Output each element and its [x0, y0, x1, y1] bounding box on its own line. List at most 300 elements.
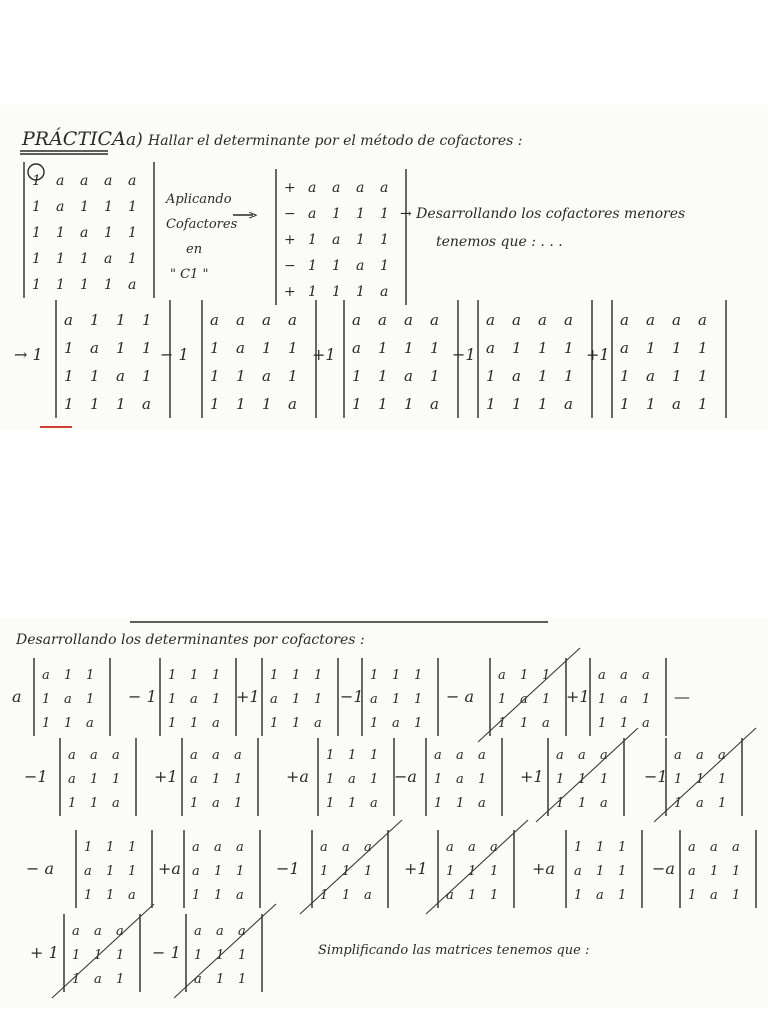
minor-matrix-cell: 1 — [168, 692, 177, 707]
minor-matrix-cell: 1 — [498, 716, 507, 731]
expansion-matrix-cell: a — [378, 311, 387, 329]
minor-matrix-cell: 1 — [128, 840, 137, 855]
expansion-matrix-cell: 1 — [210, 395, 220, 413]
practica-title: PRÁCTICA — [22, 128, 126, 150]
minor-matrix-cell: a — [192, 864, 200, 879]
minor-matrix-cell: a — [194, 924, 202, 939]
matrix-a-cell: 1 — [32, 277, 41, 293]
expansion-matrix-cell: 1 — [142, 339, 152, 357]
matrix-a-cell: 1 — [128, 225, 137, 241]
simplificando-text: Simplificando las matrices tenemos que : — [318, 943, 590, 958]
part-label: a) — [126, 130, 143, 150]
minor-matrix-cell: a — [446, 840, 454, 855]
minor-matrix-cell: a — [446, 888, 454, 903]
expansion-matrix-cell: 1 — [64, 367, 74, 385]
minor-matrix-cell: 1 — [688, 888, 697, 903]
minor-matrix-cell: 1 — [112, 772, 121, 787]
minor-matrix-cell: 1 — [574, 840, 583, 855]
cofactor-coef: −a — [394, 767, 417, 786]
minor-matrix-cell: 1 — [468, 864, 477, 879]
matrix-a-cell: 1 — [80, 251, 89, 267]
minor-matrix-cell: a — [688, 864, 696, 879]
minor-matrix-cell: a — [90, 748, 98, 763]
minor-matrix-cell: 1 — [578, 772, 587, 787]
minor-matrix-cell: 1 — [370, 668, 379, 683]
continuation-dash: — — [674, 687, 690, 706]
minor-matrix-strike — [300, 820, 402, 914]
signed-matrix-cell: + — [284, 284, 296, 300]
matrix-a-cell: 1 — [32, 225, 41, 241]
expansion-matrix-cell: a — [142, 395, 151, 413]
minor-matrix-cell: 1 — [696, 772, 705, 787]
minor-matrix-cell: 1 — [578, 796, 587, 811]
signed-matrix-cell: 1 — [356, 206, 365, 222]
expansion-matrix-cell: a — [646, 311, 655, 329]
minor-matrix-cell: 1 — [94, 948, 103, 963]
cofactor-coef: − a — [446, 687, 475, 706]
minor-matrix-cell: 1 — [216, 972, 225, 987]
matrix-a-cell: a — [56, 199, 65, 215]
handwritten-top-svg — [0, 105, 768, 430]
minor-matrix-cell: 1 — [168, 716, 177, 731]
expansion-matrix-cell: a — [538, 311, 547, 329]
minor-matrix-strike — [654, 728, 756, 822]
cofactor-coef: + 1 — [30, 943, 59, 962]
minor-matrix-cell: 1 — [190, 796, 199, 811]
signed-matrix-cell: 1 — [332, 206, 341, 222]
minor-matrix-cell: a — [342, 840, 350, 855]
expansion-matrix-cell: a — [430, 311, 439, 329]
expansion-matrix-cell: 1 — [64, 395, 74, 413]
minor-matrix-cell: a — [710, 840, 718, 855]
minor-matrix-cell: 1 — [292, 692, 301, 707]
expansion-matrix-cell: a — [352, 339, 361, 357]
cofactor-coef: +1 — [520, 767, 544, 786]
expansion-matrix-cell: a — [698, 311, 707, 329]
minor-matrix-cell: 1 — [42, 716, 51, 731]
minor-matrix-cell: 1 — [596, 840, 605, 855]
expansion-matrix-cell: a — [486, 339, 495, 357]
minor-matrix-cell: a — [314, 716, 322, 731]
handwritten-bottom-svg — [0, 618, 768, 1008]
minor-matrix-cell: 1 — [320, 864, 329, 879]
signed-matrix-cell: + — [284, 180, 296, 196]
expansion-matrix-cell: 1 — [116, 395, 126, 413]
expansion-matrix-cell: a — [236, 311, 245, 329]
minor-matrix-cell: 1 — [732, 888, 741, 903]
expansion-matrix-cell: a — [672, 311, 681, 329]
expansion-matrix-cell: 1 — [236, 395, 246, 413]
expansion-matrix-cell: 1 — [538, 339, 548, 357]
minor-matrix-cell: 1 — [542, 692, 551, 707]
minor-matrix-cell: 1 — [556, 772, 565, 787]
minor-matrix-cell: 1 — [370, 748, 379, 763]
minor-matrix-cell: 1 — [574, 888, 583, 903]
matrix-a-cell: 1 — [104, 199, 113, 215]
aplicando-text: " C1 " — [170, 267, 209, 282]
expansion-matrix-cell: a — [210, 311, 219, 329]
minor-matrix-cell: a — [456, 772, 464, 787]
minor-matrix-cell: 1 — [314, 692, 323, 707]
expansion-matrix-cell: 1 — [116, 339, 126, 357]
minor-matrix-cell: 1 — [490, 864, 499, 879]
expansion-matrix-cell: 1 — [64, 339, 74, 357]
matrix-a-cell: a — [128, 173, 137, 189]
matrix-a-cell: 1 — [56, 277, 65, 293]
signed-matrix-cell: 1 — [308, 284, 317, 300]
minor-matrix-cell: a — [434, 748, 442, 763]
minor-matrix-cell: a — [718, 748, 726, 763]
expansion-matrix-cell: a — [352, 311, 361, 329]
minor-matrix-cell: 1 — [292, 668, 301, 683]
cofactor-coef: a — [12, 687, 22, 706]
minor-matrix-cell: 1 — [192, 888, 201, 903]
expansion-matrix-cell: a — [288, 311, 297, 329]
expansion-matrix-cell: 1 — [486, 367, 496, 385]
expansion-coef: − 1 — [160, 345, 189, 364]
minor-matrix-cell: 1 — [270, 668, 279, 683]
cofactor-coef: −a — [652, 859, 675, 878]
aplicando-text: en — [186, 242, 203, 257]
minor-matrix-cell: a — [364, 888, 372, 903]
minor-matrix-cell: a — [620, 668, 628, 683]
expansion-matrix-cell: a — [486, 311, 495, 329]
minor-matrix-cell: 1 — [434, 772, 443, 787]
minor-matrix-cell: a — [94, 924, 102, 939]
minor-matrix-cell: a — [596, 888, 604, 903]
minor-matrix-cell: 1 — [320, 888, 329, 903]
minor-matrix-cell: 1 — [490, 888, 499, 903]
expansion-matrix-cell: 1 — [288, 339, 298, 357]
cofactor-coef: − a — [26, 859, 55, 878]
expansion-matrix-cell: 1 — [564, 367, 574, 385]
minor-matrix-cell: a — [598, 668, 606, 683]
expansion-matrix-cell: 1 — [698, 339, 708, 357]
minor-matrix-cell: a — [456, 748, 464, 763]
signed-matrix-cell: 1 — [308, 258, 317, 274]
expansion-matrix-cell: 1 — [378, 395, 388, 413]
signed-matrix-cell: 1 — [308, 232, 317, 248]
minor-matrix-cell: 1 — [128, 864, 137, 879]
signed-matrix-cell: 1 — [380, 206, 389, 222]
expansion-matrix-cell: 1 — [564, 339, 574, 357]
cofactor-coef: +a — [532, 859, 555, 878]
expansion-matrix-cell: 1 — [352, 367, 362, 385]
minor-matrix-cell: 1 — [456, 796, 465, 811]
minor-matrix-cell: a — [478, 748, 486, 763]
expansion-matrix-cell: 1 — [620, 367, 630, 385]
signed-matrix-cell: 1 — [332, 284, 341, 300]
minor-matrix-cell: a — [642, 716, 650, 731]
minor-matrix-cell: a — [578, 748, 586, 763]
minor-matrix-cell: 1 — [214, 864, 223, 879]
cofactor-coef: − 1 — [128, 687, 157, 706]
cofactor-coef: −1 — [24, 767, 48, 786]
minor-matrix-cell: a — [542, 716, 550, 731]
worksheet-bottom — [0, 618, 768, 1008]
expansion-matrix-cell: 1 — [262, 395, 272, 413]
expansion-matrix-cell: a — [404, 311, 413, 329]
minor-matrix-cell: 1 — [520, 716, 529, 731]
matrix-a-cell: 1 — [104, 277, 113, 293]
minor-matrix-cell: 1 — [212, 772, 221, 787]
minor-matrix-cell: 1 — [478, 772, 487, 787]
minor-matrix-cell: a — [642, 668, 650, 683]
minor-matrix-cell: a — [214, 840, 222, 855]
minor-matrix-cell: a — [392, 716, 400, 731]
minor-matrix-cell: a — [86, 716, 94, 731]
expansion-matrix-cell: a — [288, 395, 297, 413]
signed-matrix-cell: a — [308, 206, 317, 222]
minor-matrix-cell: 1 — [292, 716, 301, 731]
expansion-matrix-cell: a — [262, 367, 271, 385]
minor-matrix-cell: 1 — [392, 692, 401, 707]
minor-matrix-cell: a — [620, 692, 628, 707]
matrix-a-cell: a — [80, 173, 89, 189]
expansion-matrix-cell: 1 — [512, 395, 522, 413]
minor-matrix-cell: 1 — [414, 668, 423, 683]
minor-matrix-cell: a — [520, 692, 528, 707]
minor-matrix-cell: 1 — [326, 748, 335, 763]
minor-matrix-cell: 1 — [642, 692, 651, 707]
matrix-a-cell: 1 — [56, 251, 65, 267]
minor-matrix-cell: 1 — [542, 668, 551, 683]
minor-matrix-cell: 1 — [212, 692, 221, 707]
minor-matrix-cell: 1 — [348, 796, 357, 811]
minor-matrix-cell: 1 — [42, 692, 51, 707]
minor-matrix-strike — [52, 904, 154, 998]
signed-matrix-cell: a — [356, 258, 365, 274]
expansion-matrix-cell: a — [672, 395, 681, 413]
expansion-matrix-cell: a — [646, 367, 655, 385]
expansion-matrix-cell: 1 — [210, 339, 220, 357]
minor-matrix-cell: a — [84, 864, 92, 879]
cofactor-coef: +a — [286, 767, 309, 786]
minor-matrix-cell: a — [72, 924, 80, 939]
matrix-a-cell: 1 — [128, 251, 137, 267]
expansion-matrix-cell: 1 — [486, 395, 496, 413]
cofactor-coef: −1 — [276, 859, 300, 878]
minor-matrix-cell: 1 — [214, 888, 223, 903]
expansion-matrix-cell: 1 — [698, 395, 708, 413]
minor-matrix-cell: 1 — [238, 972, 247, 987]
minor-matrix-cell: a — [64, 692, 72, 707]
minor-matrix-cell: 1 — [326, 772, 335, 787]
minor-matrix-cell: 1 — [598, 692, 607, 707]
minor-matrix-cell: a — [112, 748, 120, 763]
expansion-matrix-cell: 1 — [142, 311, 152, 329]
expansion-matrix-cell: 1 — [672, 339, 682, 357]
minor-matrix-cell: a — [234, 748, 242, 763]
minor-matrix-cell: 1 — [342, 864, 351, 879]
expansion-matrix-cell: a — [404, 367, 413, 385]
minor-matrix-cell: a — [212, 716, 220, 731]
minor-matrix-cell: 1 — [72, 972, 81, 987]
minor-matrix-cell: 1 — [270, 716, 279, 731]
minor-matrix-cell: 1 — [732, 864, 741, 879]
matrix-a-cell: 1 — [32, 251, 41, 267]
expansion-coef: −1 — [452, 345, 476, 364]
minor-matrix-cell: a — [68, 772, 76, 787]
minor-matrix-cell: a — [236, 840, 244, 855]
expansion-matrix-cell: 1 — [378, 367, 388, 385]
minor-matrix-cell: a — [116, 924, 124, 939]
minor-matrix-strike — [426, 820, 528, 914]
minor-matrix-cell: 1 — [674, 772, 683, 787]
minor-matrix-cell: a — [732, 840, 740, 855]
signed-matrix-cell: 1 — [380, 232, 389, 248]
matrix-a-cell: a — [80, 225, 89, 241]
minor-matrix-cell: a — [270, 692, 278, 707]
minor-matrix-cell: a — [194, 972, 202, 987]
signed-matrix-cell: + — [284, 232, 296, 248]
signed-matrix-cell: a — [356, 180, 365, 196]
signed-matrix-cell: − — [284, 206, 296, 222]
minor-matrix-cell: a — [192, 840, 200, 855]
minor-matrix-cell: a — [94, 972, 102, 987]
cofactor-coef: +1 — [236, 687, 260, 706]
expansion-matrix-cell: 1 — [646, 395, 656, 413]
minor-matrix-cell: a — [600, 796, 608, 811]
expansion-matrix-cell: 1 — [288, 367, 298, 385]
matrix-a-cell: a — [104, 251, 113, 267]
minor-matrix-cell: a — [696, 748, 704, 763]
minor-matrix-cell: a — [478, 796, 486, 811]
minor-matrix-cell: 1 — [326, 796, 335, 811]
minor-matrix-cell: 1 — [718, 772, 727, 787]
matrix-a-cell: 1 — [32, 199, 41, 215]
minor-matrix-cell: 1 — [168, 668, 177, 683]
minor-matrix-cell: a — [556, 748, 564, 763]
expansion-matrix-cell: 1 — [142, 367, 152, 385]
minor-matrix-cell: 1 — [556, 796, 565, 811]
minor-matrix-cell: 1 — [598, 716, 607, 731]
expansion-matrix-cell: a — [90, 339, 99, 357]
signed-matrix-cell: 1 — [356, 284, 365, 300]
minor-matrix-cell: 1 — [106, 864, 115, 879]
minor-matrix-cell: 1 — [86, 692, 95, 707]
minor-matrix-cell: a — [688, 840, 696, 855]
matrix-a-cell: 1 — [128, 199, 137, 215]
minor-matrix-cell: a — [696, 796, 704, 811]
expansion-matrix-cell: a — [236, 339, 245, 357]
minor-matrix-cell: 1 — [216, 948, 225, 963]
matrix-a-cell: 1 — [80, 199, 89, 215]
minor-matrix-cell: 1 — [710, 864, 719, 879]
minor-matrix-cell: 1 — [106, 840, 115, 855]
minor-matrix-cell: 1 — [190, 668, 199, 683]
signed-matrix-cell: 1 — [380, 258, 389, 274]
cofactor-coef: +1 — [154, 767, 178, 786]
expansion-matrix-cell: a — [620, 339, 629, 357]
expansion-matrix-cell: 1 — [404, 395, 414, 413]
expansion-matrix-cell: 1 — [620, 395, 630, 413]
minor-matrix-cell: 1 — [72, 948, 81, 963]
minor-matrix-cell: 1 — [86, 668, 95, 683]
minor-matrix-cell: 1 — [84, 888, 93, 903]
minor-matrix-cell: 1 — [618, 888, 627, 903]
minor-matrix-cell: a — [190, 692, 198, 707]
minor-matrix-cell: a — [238, 924, 246, 939]
matrix-a-cell: 1 — [56, 225, 65, 241]
minor-matrix-cell: a — [710, 888, 718, 903]
signed-matrix-cell: a — [332, 232, 341, 248]
minor-matrix-cell: 1 — [106, 888, 115, 903]
worksheet-top — [0, 105, 768, 430]
bottom-heading: Desarrollando los determinantes por cofactores : — [16, 632, 365, 648]
expansion-matrix-cell: 1 — [430, 367, 440, 385]
minor-matrix-cell: 1 — [364, 864, 373, 879]
cofactor-coef: +1 — [566, 687, 590, 706]
minor-matrix-cell: 1 — [414, 716, 423, 731]
minor-matrix-strike — [174, 904, 276, 998]
tenemos-text: tenemos que : . . . — [436, 234, 563, 250]
minor-matrix-cell: a — [236, 888, 244, 903]
expansion-matrix-cell: 1 — [646, 339, 656, 357]
minor-matrix-cell: 1 — [600, 772, 609, 787]
minor-matrix-cell: 1 — [84, 840, 93, 855]
minor-matrix-cell: a — [600, 748, 608, 763]
minor-matrix-cell: a — [212, 796, 220, 811]
minor-matrix-cell: 1 — [414, 692, 423, 707]
expansion-coef: → 1 — [14, 345, 43, 364]
signed-matrix-cell: − — [284, 258, 296, 274]
desarrollando-text: → Desarrollando los cofactores menores — [400, 206, 686, 222]
minor-matrix-cell: 1 — [392, 668, 401, 683]
expansion-matrix-cell: 1 — [538, 367, 548, 385]
signed-matrix-cell: a — [380, 284, 389, 300]
minor-matrix-cell: 1 — [68, 796, 77, 811]
expansion-matrix-cell: 1 — [210, 367, 220, 385]
minor-matrix-cell: 1 — [618, 864, 627, 879]
matrix-a-cell: 1 — [104, 225, 113, 241]
minor-matrix-cell: 1 — [498, 692, 507, 707]
expansion-matrix-cell: 1 — [90, 395, 100, 413]
minor-matrix-strike — [478, 648, 580, 742]
aplicando-text: Cofactores — [166, 217, 238, 232]
matrix-a-cell: 1 — [80, 277, 89, 293]
minor-matrix-cell: a — [42, 668, 50, 683]
signed-matrix-cell: a — [380, 180, 389, 196]
signed-matrix-cell: 1 — [356, 232, 365, 248]
minor-matrix-cell: a — [190, 772, 198, 787]
minor-matrix-cell: 1 — [234, 772, 243, 787]
expansion-matrix-cell: 1 — [90, 367, 100, 385]
minor-matrix-cell: 1 — [718, 796, 727, 811]
minor-matrix-cell: a — [674, 748, 682, 763]
minor-matrix-cell: 1 — [90, 796, 99, 811]
cofactor-coef: −1 — [644, 767, 668, 786]
expansion-matrix-cell: 1 — [90, 311, 100, 329]
minor-matrix-cell: 1 — [116, 948, 125, 963]
minor-matrix-cell: 1 — [194, 948, 203, 963]
expansion-matrix-cell: a — [512, 367, 521, 385]
minor-matrix-cell: a — [320, 840, 328, 855]
expansion-matrix-cell: a — [564, 311, 573, 329]
minor-matrix-cell: 1 — [370, 772, 379, 787]
minor-matrix-cell: a — [128, 888, 136, 903]
expansion-matrix-cell: a — [262, 311, 271, 329]
cofactor-coef: +a — [158, 859, 181, 878]
minor-matrix-cell: a — [112, 796, 120, 811]
minor-matrix-cell: 1 — [434, 796, 443, 811]
matrix-a-cell: a — [56, 173, 65, 189]
minor-matrix-cell: 1 — [116, 972, 125, 987]
expansion-matrix-cell: 1 — [262, 339, 272, 357]
minor-matrix-cell: a — [498, 668, 506, 683]
minor-matrix-cell: a — [370, 692, 378, 707]
minor-matrix-cell: a — [190, 748, 198, 763]
